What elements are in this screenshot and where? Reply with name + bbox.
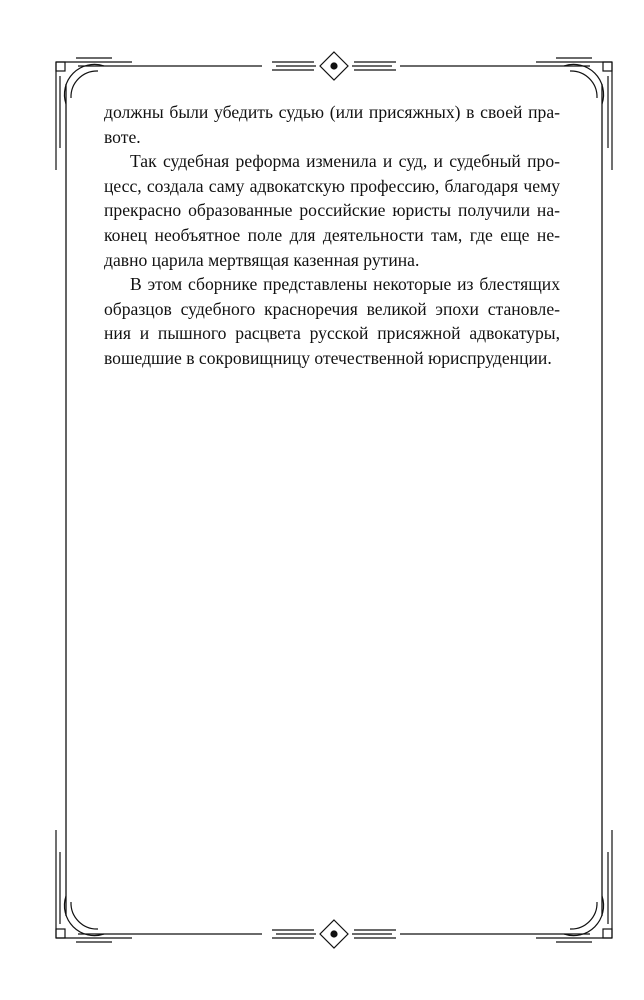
paragraph-2 bbox=[104, 149, 560, 272]
paragraph-3 bbox=[104, 272, 560, 370]
text-line: В этом сборнике представлены некоторые из блестящих bbox=[130, 274, 560, 295]
text-line: цесс, создала саму адвокатскую профессию, благодаря чему bbox=[104, 175, 560, 196]
center-ornament-top bbox=[272, 52, 396, 80]
body-text bbox=[104, 100, 560, 371]
corner-ornament-bottom-right bbox=[536, 830, 612, 942]
center-ornament-bottom bbox=[272, 920, 396, 948]
text-line: конец необъятное поле для деятельности там, где еще не- bbox=[104, 224, 560, 245]
text-line: давно царила мертвящая казенная рутина. bbox=[104, 249, 420, 270]
text-line: ния и пышного расцвета русской присяжной адвокатуры, bbox=[104, 323, 560, 344]
text-line: Так судебная реформа изменила и суд, и судебный про- bbox=[130, 151, 560, 172]
text-line: образцов судебного красноречия великой эпохи становле- bbox=[104, 298, 560, 319]
text-line: воте. bbox=[104, 126, 141, 147]
text-line: прекрасно образованные российские юристы получили на- bbox=[104, 200, 560, 221]
text-line: должны были убедить судью (или присяжных) в своей пра- bbox=[104, 102, 560, 122]
corner-ornament-bottom-left bbox=[56, 830, 132, 942]
paragraph-1 bbox=[104, 100, 560, 149]
text-line: вошедшие в сокровищницу отечественной юриспруденции. bbox=[104, 347, 552, 368]
